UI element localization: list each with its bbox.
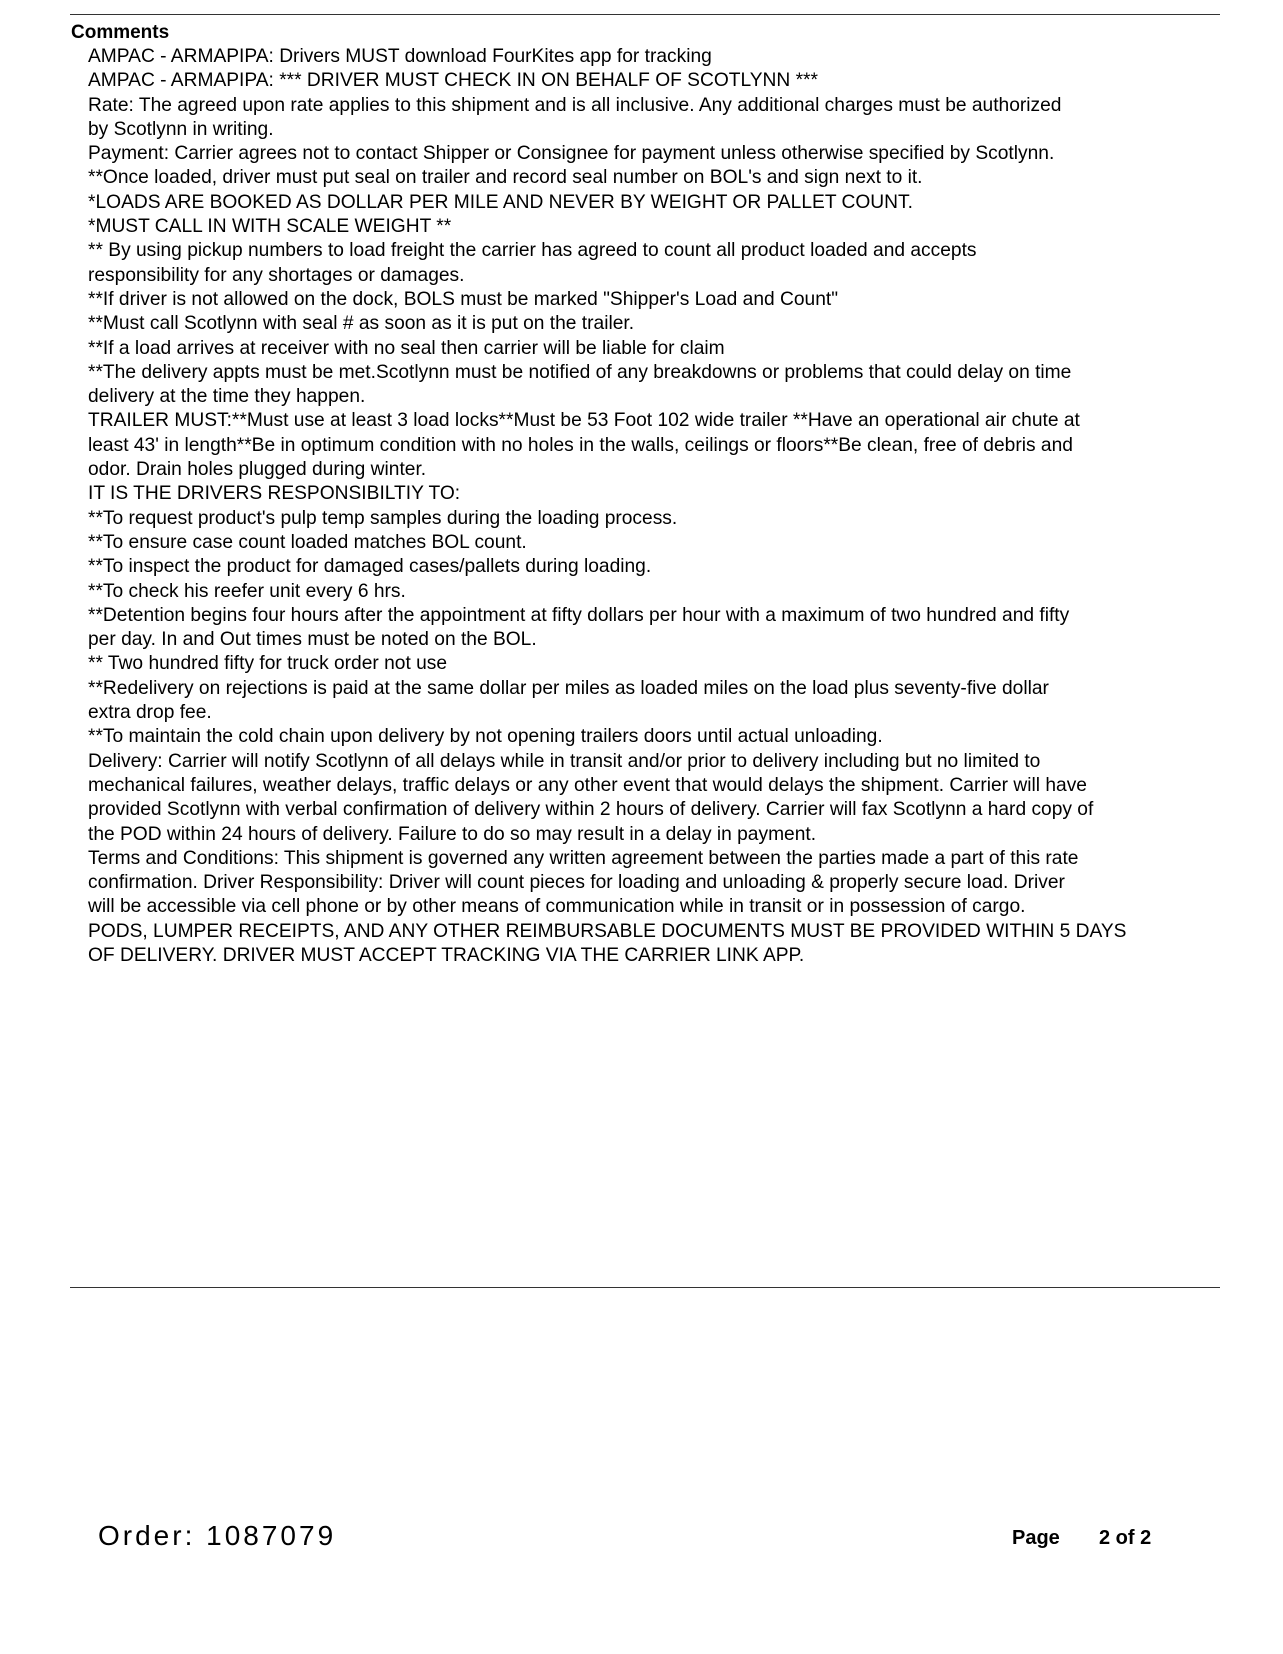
comment-line: by Scotlynn in writing.	[88, 118, 274, 140]
comment-line: **If driver is not allowed on the dock, BOLS must be marked "Shipper's Load and Count"	[88, 288, 839, 310]
comment-line: extra drop fee.	[88, 702, 212, 724]
comment-line: AMPAC - ARMAPIPA: Drivers MUST download FourKites app for tracking	[88, 46, 712, 67]
comment-line: will be accessible via cell phone or by other means of communication while in transit or in possession of cargo.	[88, 896, 1026, 918]
comment-line: **To inspect the product for damaged cases/pallets during loading.	[88, 556, 652, 578]
comment-line: ** Two hundred fifty for truck order not use	[88, 653, 448, 675]
comments-body	[88, 45, 1238, 968]
comment-line: **Detention begins four hours after the appointment at fifty dollars per hour with a maximum of two hundred and fifty	[88, 604, 1070, 626]
comment-line: per day. In and Out times must be noted on the BOL.	[88, 629, 537, 651]
comment-line: Rate: The agreed upon rate applies to this shipment and is all inclusive. Any additional charges must be authorized	[88, 94, 1062, 116]
comment-line: least 43' in length**Be in optimum condition with no holes in the walls, ceilings or floors**Be clean, free of debris and	[88, 434, 1073, 456]
comment-line: IT IS THE DRIVERS RESPONSIBILTIY TO:	[88, 483, 461, 505]
comment-line: Payment: Carrier agrees not to contact Shipper or Consignee for payment unless otherwise specified by Scotlynn.	[88, 143, 1055, 165]
bottom-divider	[70, 1287, 1220, 1288]
order-number: Order: 1087079	[98, 1520, 337, 1551]
comment-line: mechanical failures, weather delays, traffic delays or any other event that would delays the shipment. Carrier will have	[88, 774, 1087, 796]
comment-line: PODS, LUMPER RECEIPTS, AND ANY OTHER REIMBURSABLE DOCUMENTS MUST BE PROVIDED WITHIN 5 DAYS	[88, 920, 1127, 942]
comment-line: **The delivery appts must be met.Scotlynn must be notified of any breakdowns or problems that could delay on time	[88, 361, 1072, 383]
comment-line: AMPAC - ARMAPIPA: *** DRIVER MUST CHECK IN ON BEHALF OF SCOTLYNN ***	[88, 70, 818, 92]
comment-line: delivery at the time they happen.	[88, 386, 366, 408]
comment-line: ** By using pickup numbers to load freight the carrier has agreed to count all product loaded and accepts	[88, 240, 977, 262]
comment-line: **To maintain the cold chain upon delivery by not opening trailers doors until actual unloading.	[88, 726, 883, 748]
comment-line: **Once loaded, driver must put seal on trailer and record seal number on BOL's and sign next to it.	[88, 167, 923, 189]
comment-line: **If a load arrives at receiver with no seal then carrier will be liable for claim	[88, 337, 725, 359]
comment-line: the POD within 24 hours of delivery. Failure to do so may result in a delay in payment.	[88, 823, 817, 845]
comment-line: *LOADS ARE BOOKED AS DOLLAR PER MILE AND NEVER BY WEIGHT OR PALLET COUNT.	[88, 191, 913, 213]
comment-line: odor. Drain holes plugged during winter.	[88, 459, 427, 481]
comments-heading: Comments	[71, 22, 170, 43]
comment-line: TRAILER MUST:**Must use at least 3 load locks**Must be 53 Foot 102 wide trailer **Have an operational air chute at	[88, 410, 1080, 432]
comment-line: confirmation. Driver Responsibility: Driver will count pieces for loading and unloading & properly secure load. Driver	[88, 872, 1065, 894]
comment-line: OF DELIVERY. DRIVER MUST ACCEPT TRACKING VIA THE CARRIER LINK APP.	[88, 944, 805, 966]
comment-line: *MUST CALL IN WITH SCALE WEIGHT **	[88, 216, 452, 238]
top-divider	[70, 14, 1220, 15]
page-count: 2 of 2	[1099, 1527, 1152, 1549]
comment-line: **To check his reefer unit every 6 hrs.	[88, 580, 406, 602]
comment-line: **Redelivery on rejections is paid at the same dollar per miles as loaded miles on the load plus seventy-five dollar	[88, 677, 1049, 699]
comment-line: provided Scotlynn with verbal confirmation of delivery within 2 hours of delivery. Carrier will fax Scotlynn a hard copy of	[88, 799, 1094, 821]
comment-line: **To request product's pulp temp samples during the loading process.	[88, 507, 678, 529]
comment-line: responsibility for any shortages or damages.	[88, 264, 465, 286]
comment-line: **To ensure case count loaded matches BOL count.	[88, 531, 527, 553]
comment-line: Delivery: Carrier will notify Scotlynn of all delays while in transit and/or prior to delivery including but no limited to	[88, 750, 1041, 772]
comment-line: Terms and Conditions: This shipment is governed any written agreement between the parties made a part of this rate	[88, 847, 1079, 869]
page-label: Page	[1012, 1527, 1060, 1549]
comment-line: **Must call Scotlynn with seal # as soon as it is put on the trailer.	[88, 313, 635, 335]
